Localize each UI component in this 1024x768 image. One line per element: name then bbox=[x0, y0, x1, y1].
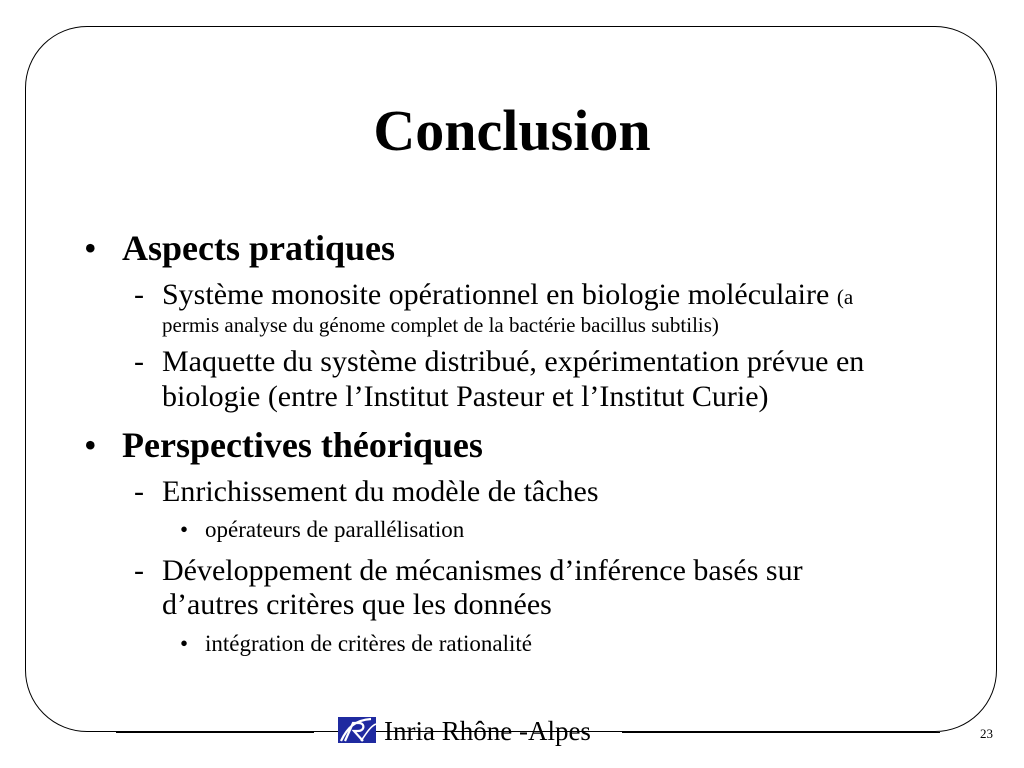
footer-rule-right bbox=[622, 732, 940, 733]
section-aspects-pratiques bbox=[84, 228, 395, 268]
dash-marker: - bbox=[134, 554, 144, 587]
bullet-marker: • bbox=[84, 228, 97, 268]
sub-item-text: intégration de critères de rationalité bbox=[205, 631, 532, 656]
sub-bullet-marker: • bbox=[180, 517, 189, 542]
slide-title: Conclusion bbox=[373, 98, 651, 163]
item-text: Développement de mécanismes d’inférence basés sur bbox=[162, 554, 803, 587]
sub-list-item bbox=[180, 516, 464, 544]
dash-marker: - bbox=[134, 475, 144, 508]
item-note-continuation: permis analyse du génome complet de la bactérie bacillus subtilis) bbox=[162, 313, 719, 337]
dash-marker: - bbox=[134, 278, 144, 311]
dash-marker: - bbox=[134, 345, 144, 378]
list-item bbox=[134, 278, 853, 314]
inria-logo-icon bbox=[335, 714, 379, 746]
list-item bbox=[134, 475, 599, 509]
item-text: Enrichissement du modèle de tâches bbox=[162, 475, 599, 508]
list-item bbox=[134, 345, 864, 379]
item-note-start: (a bbox=[836, 285, 854, 309]
footer-rule-left bbox=[116, 732, 314, 733]
section-perspectives-theoriques bbox=[84, 425, 483, 465]
item-text: Maquette du système distribué, expérimentation prévue en bbox=[162, 345, 865, 378]
section-heading: Perspectives théoriques bbox=[122, 425, 483, 465]
item-text-continuation: d’autres critères que les données bbox=[162, 588, 552, 621]
sub-bullet-marker: • bbox=[180, 631, 189, 656]
section-heading: Aspects pratiques bbox=[122, 228, 396, 268]
sub-item-text: opérateurs de parallélisation bbox=[205, 517, 465, 542]
item-text: Système monosite opérationnel en biologie moléculaire bbox=[162, 278, 830, 311]
list-item bbox=[134, 554, 803, 588]
footer-label: Inria Rhône -Alpes bbox=[384, 716, 591, 746]
page-number: 23 bbox=[980, 726, 993, 741]
item-text-continuation: biologie (entre l’Institut Pasteur et l’Institut Curie) bbox=[162, 380, 769, 413]
bullet-marker: • bbox=[84, 425, 97, 465]
sub-list-item bbox=[180, 630, 532, 658]
